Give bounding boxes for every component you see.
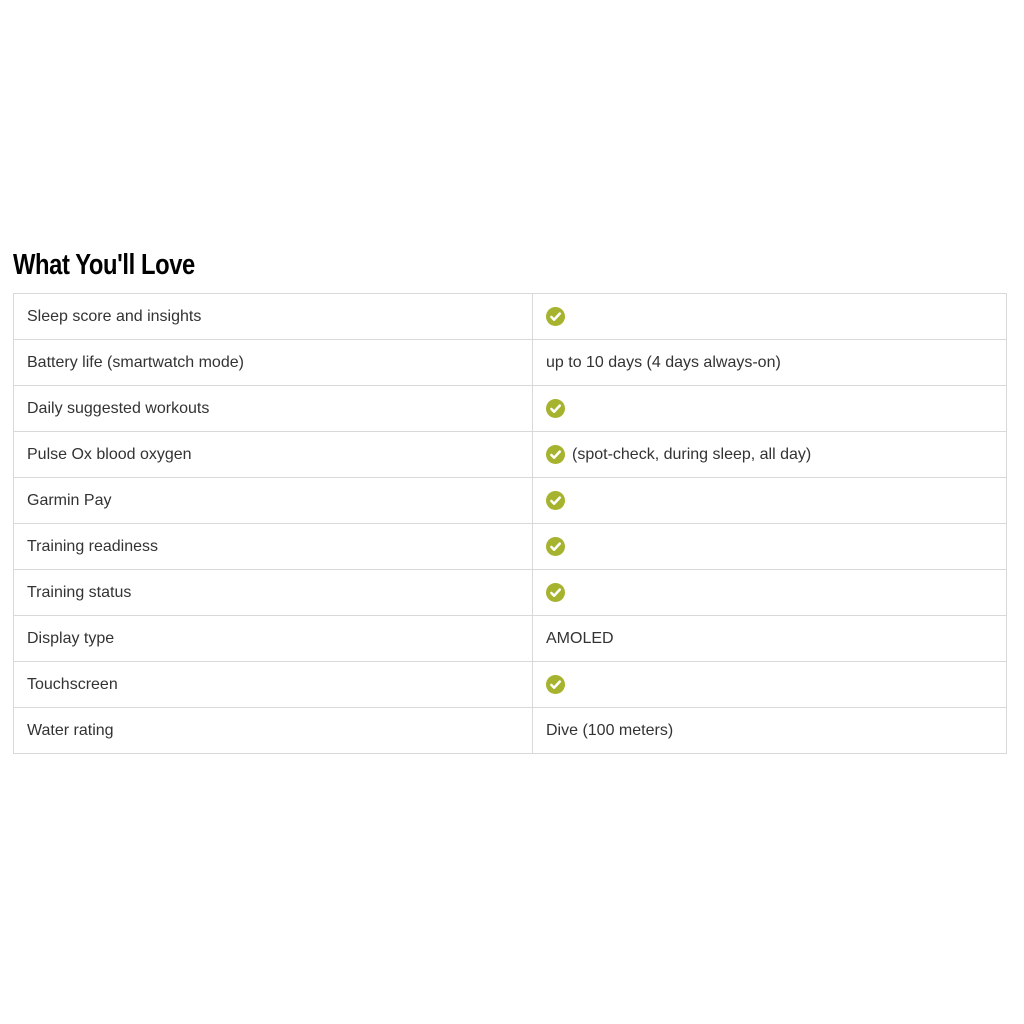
feature-value bbox=[546, 722, 996, 740]
check-icon bbox=[546, 491, 565, 510]
feature-name-cell: Water rating bbox=[14, 708, 533, 754]
feature-name-cell: Daily suggested workouts bbox=[14, 386, 533, 432]
table-row bbox=[14, 340, 1007, 386]
feature-name-cell: Sleep score and insights bbox=[14, 294, 533, 340]
feature-value bbox=[546, 537, 996, 556]
feature-value-cell bbox=[533, 340, 1007, 386]
table-row bbox=[14, 432, 1007, 478]
feature-value-cell bbox=[533, 432, 1007, 478]
table-row bbox=[14, 478, 1007, 524]
feature-name-cell: Touchscreen bbox=[14, 662, 533, 708]
feature-value-cell bbox=[533, 478, 1007, 524]
check-icon bbox=[546, 307, 565, 326]
feature-name-cell: Training status bbox=[14, 570, 533, 616]
features-table bbox=[13, 293, 1007, 754]
features-table-body bbox=[14, 294, 1007, 754]
feature-value-cell bbox=[533, 386, 1007, 432]
table-row bbox=[14, 570, 1007, 616]
feature-value-cell bbox=[533, 294, 1007, 340]
check-icon bbox=[546, 537, 565, 556]
check-icon bbox=[546, 399, 565, 418]
check-icon bbox=[546, 675, 565, 694]
feature-value-cell bbox=[533, 708, 1007, 754]
feature-value-text: up to 10 days (4 days always-on) bbox=[546, 353, 781, 371]
feature-value-cell bbox=[533, 524, 1007, 570]
feature-name-cell: Training readiness bbox=[14, 524, 533, 570]
check-icon bbox=[546, 583, 565, 602]
feature-value bbox=[546, 491, 996, 510]
feature-value-cell bbox=[533, 662, 1007, 708]
feature-value-text: Dive (100 meters) bbox=[546, 721, 674, 739]
feature-name-cell: Battery life (smartwatch mode) bbox=[14, 340, 533, 386]
table-row bbox=[14, 386, 1007, 432]
feature-value-text: (spot-check, during sleep, all day) bbox=[572, 445, 812, 463]
feature-value bbox=[546, 307, 996, 326]
feature-name-cell: Garmin Pay bbox=[14, 478, 533, 524]
table-row bbox=[14, 662, 1007, 708]
feature-value bbox=[546, 630, 996, 648]
feature-name-cell: Pulse Ox blood oxygen bbox=[14, 432, 533, 478]
table-row bbox=[14, 524, 1007, 570]
feature-value-text: AMOLED bbox=[546, 629, 614, 647]
feature-name-cell: Display type bbox=[14, 616, 533, 662]
table-row bbox=[14, 708, 1007, 754]
feature-value bbox=[546, 675, 996, 694]
check-icon bbox=[546, 445, 565, 464]
feature-value bbox=[546, 583, 996, 602]
feature-value-cell bbox=[533, 570, 1007, 616]
table-row bbox=[14, 294, 1007, 340]
feature-value-cell bbox=[533, 616, 1007, 662]
feature-value bbox=[546, 399, 996, 418]
feature-value bbox=[546, 445, 996, 464]
feature-value bbox=[546, 354, 996, 372]
table-row bbox=[14, 616, 1007, 662]
section-heading: What You'll Love bbox=[13, 249, 195, 281]
